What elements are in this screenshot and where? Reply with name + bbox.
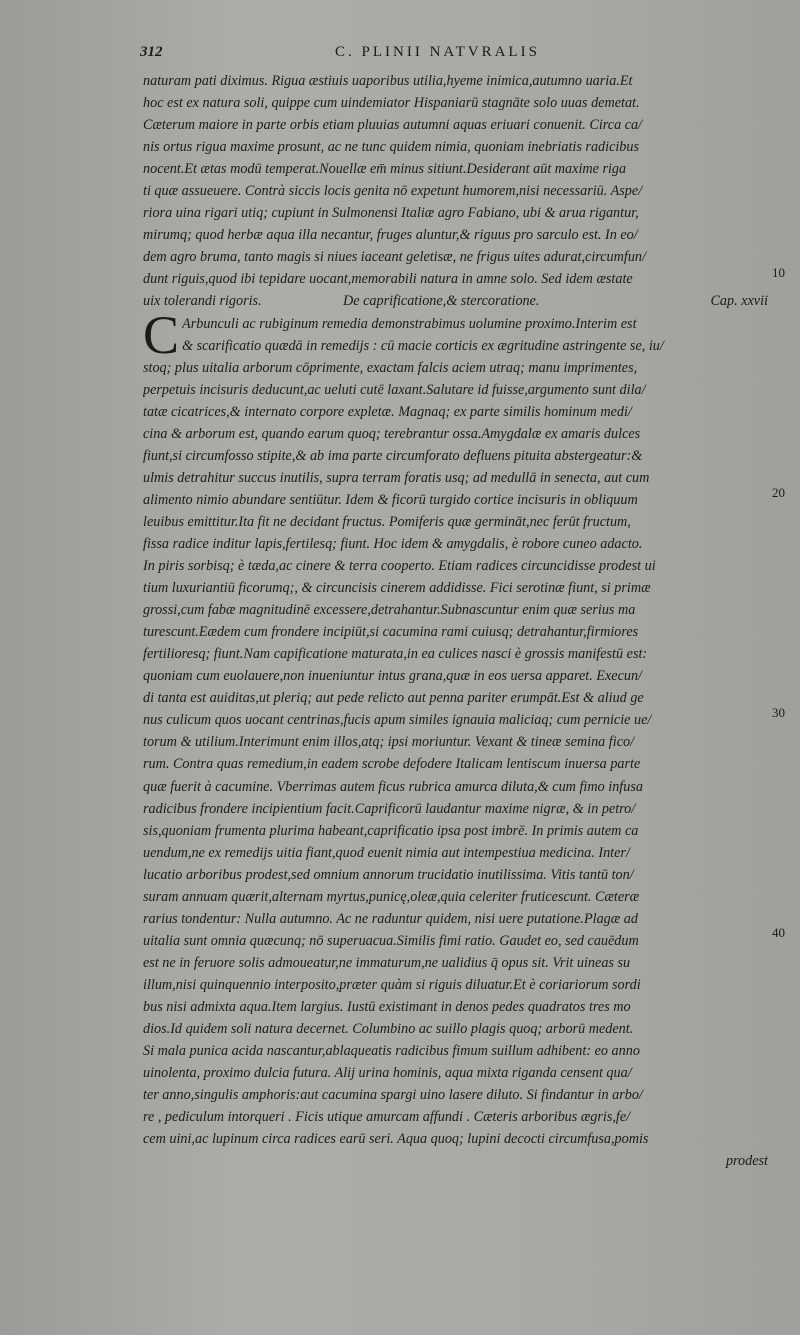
margin-line-number: 30 [772, 705, 785, 720]
text-line: Arbunculi ac rubiginum remedia demonstrabimus uolumine proximo.Interim est [182, 315, 637, 332]
text-line: fiunt,si circumfosso stipite,& ab ima parte circumforato defluens pituita abstergeatur:& [143, 447, 643, 464]
text-line: di tanta est auiditas,ut pleriq; aut pede relicto aut penna pariter erumpāt.Est & aliud ge [143, 690, 644, 707]
text-line: naturam pati diximus. Rigua æstiuis uaporibus utilia,hyeme inimica,autumno uaria.Et [143, 73, 633, 89]
text-line: radicibus frondere incipientium facit.Caprificorū laudantur maxime nigræ, & in petro/ [143, 800, 636, 817]
text-line: fissa radice inditur lapis,fertilesq; fiunt. Hoc idem & amygdalis, è robore cuneo adacto. [143, 535, 643, 552]
text-line: uitalia sunt omnia quæcunq; nō superuacua.Similis fimi ratio. Gaudet eo, sed cauēdum [143, 932, 639, 949]
text-line: hoc est ex natura soli, quippe cum uindemiator Hispaniarū stagnāte solo uuas demetat. [143, 95, 640, 112]
text-line: cina & arborum est, quando earum quoq; terebrantur ossa.Amygdalæ ex amaris dulces [143, 425, 641, 442]
text-line: rum. Contra quas remedium,in eadem scrobe defodere Italicam lentiscum inuersa parte [143, 756, 641, 773]
text-line: torum & utilium.Interimunt enim illos,atq; ipsi moriuntur. Vexant & tineæ semina fico/ [143, 734, 635, 751]
heading-lead-text: uix tolerandi rigoris. [143, 293, 262, 310]
text-line: ti quæ assueuere. Contrà siccis locis genita nō expetunt humorem,nisi necessariū. Aspe/ [143, 183, 643, 200]
text-line: Cæterum maiore in parte orbis etiam pluuias autumni aquas eriuari conuenit. Circa ca/ [143, 117, 643, 134]
text-line: sis,quoniam frumenta plurima habeant,caprificatio ipsa post imbrē. In primis autem ca [143, 822, 639, 839]
text-line: mirumq; quod herbæ aqua illa necantur, fruges aluntur,& riguus pro sarculo est. In eo/ [143, 227, 638, 244]
text-line: ulmis detrahitur succus inutilis, supra terram foratis usq; ad medullā in senecta, aut cum [143, 469, 650, 486]
text-line: stoq; plus uitalia arborum cōprimente, exactam falcis aciem utraq; manu imprimentes, [143, 359, 638, 376]
text-line: quæ fuerit à cacumine. Vberrimas autem ficus rubrica amurca diluta,& cum fimo infusa [143, 778, 643, 795]
text-line: uinolenta, proximo dulcia futura. Alij urina hominis, aqua mixta riganda censent qua/ [143, 1065, 632, 1082]
running-title: C. PLINII NATVRALIS [335, 44, 540, 60]
chapter-number: Cap. xxvii [710, 293, 768, 310]
catchword: prodest [725, 1153, 768, 1170]
text-line: nocent.Et ætas modū temperat.Nouellæ em̄ minus sitiunt.Desiderant aūt maxime riga [143, 161, 627, 178]
text-line: dem agro bruma, tanto magis si niues iaceant geletisæ, ne frigus uites adurat,circumfun/ [143, 249, 646, 266]
text-line: rarius tondentur: Nulla autumno. Ac ne raduntur quidem, nisi uere putatione.Plagæ ad [143, 910, 638, 927]
paragraph-carbunculi [143, 304, 768, 1151]
text-line: leuibus emittitur.Ita fit ne decidant fructus. Pomiferis quæ germināt,nec ferūt fructum, [143, 513, 631, 530]
text-line: turescunt.Eædem cum frondere incipiūt,si cacumina rami cuiusq; detrahantur,firmiores [143, 624, 639, 641]
text-line: quoniam cum euolauere,non inueniuntur intus grana,quæ in eos uersa apparet. Execun/ [143, 668, 643, 685]
text-line: nus culicum quos uocant centrinas,fucis apum similes ignauia maliciaq; cum pernicie ue/ [143, 712, 652, 729]
margin-line-number: 20 [772, 485, 785, 500]
text-line: Si mala punica acida nascantur,ablaqueatis radicibus fimum suillum adhibent: eo anno [143, 1043, 640, 1060]
text-line: tatæ cicatrices,& internato corpore expletæ. Magnaq; ex parte similis hominum medi/ [143, 403, 632, 420]
text-line: alimento nimio abundare sentiūtur. Idem & ficorū turgido cortice incisuris in obliquum [143, 491, 638, 508]
text-line: riora uina rigari utiq; cupiunt in Sulmonensi Italiæ agro Fabiano, ubi & arua rigantur, [143, 205, 639, 222]
text-line: In piris sorbisq; è tæda,ac cinere & terra cooperto. Etiam radices circuncidisse prodest ui [143, 558, 656, 575]
text-line: uendum,ne ex remedijs uitia fiant,quod euenit nimia aut intempestiua medicina. Inter/ [143, 844, 630, 861]
text-line: bus nisi admixta aqua.Item largius. Iustū existimant in denos pedes quadratos tres mo [143, 998, 631, 1015]
running-header [140, 44, 640, 66]
paragraph-rigation [143, 70, 768, 290]
text-line: perpetuis incisuris deducunt,ac ueluti cutē laxant.Salutare id fuisse,argumento sunt dila/ [143, 381, 646, 398]
text-line: grossi,cum fabæ magnitudinē excessere,detrahantur.Subnascuntur enim quæ serius ma [143, 602, 636, 619]
text-line: illum,nisi quinquennio interposito,præter quàm si riguis diluatur.Et è coriariorum sordi [143, 976, 641, 993]
text-line: cem uini,ac lupinum circa radices earū seri. Aqua quoq; lupini decocti circumfusa,pomis [143, 1131, 649, 1148]
chapter-heading-line [143, 290, 768, 312]
text-line: suram annuam quærit,alternam myrtus,punicę,oleæ,quia celeriter fruticescunt. Cæteræ [143, 888, 640, 905]
text-line: fertilioresq; fiunt.Nam capificatione maturata,in ea culices nasci è grossis manifestū est: [143, 646, 648, 663]
text-line: & scarificatio quædā in remedijs : cū macie corticis ex ægritudine astringente se, iu/ [182, 337, 664, 354]
drop-initial: C [143, 304, 180, 365]
text-line: dunt riguis,quod ibi tepidare uocant,memorabili natura in amne solo. Sed idem æstate [143, 271, 633, 288]
text-line: nis ortus rigua maxime prosunt, ac ne tunc quidem nimia, quoniam inebriatis radicibus [143, 139, 640, 156]
text-line: dios.Id quidem soli natura decernet. Columbino ac suillo plagis quoq; arborū medent. [143, 1021, 634, 1038]
margin-line-number: 10 [772, 265, 785, 280]
text-line: tium luxuriantiū ficorumq;, & circuncisis cinerem addidisse. Fici serotinæ fiunt, si primæ [143, 580, 651, 597]
folio-number: 312 [140, 44, 163, 60]
margin-line-number: 40 [772, 925, 785, 940]
text-block [143, 70, 768, 1172]
text-line: est ne in feruore solis admoueatur,ne immaturum,ne ualidius q̄ opus sit. Vrit uineas su [143, 954, 631, 971]
text-line: re , pediculum intorqueri . Ficis utique amurcam affundi . Cæteris arboribus ægris,fe/ [143, 1109, 631, 1126]
text-line: lucatio arboribus prodest,sed omnium annorum trucidatio inutilissima. Vitis tantū ton/ [143, 866, 634, 883]
chapter-title: De caprificatione,& stercoratione. [343, 293, 540, 310]
text-line: ter anno,singulis amphoris:aut cacumina spargi uino lasere diluto. Si findantur in arbo/ [143, 1087, 643, 1104]
